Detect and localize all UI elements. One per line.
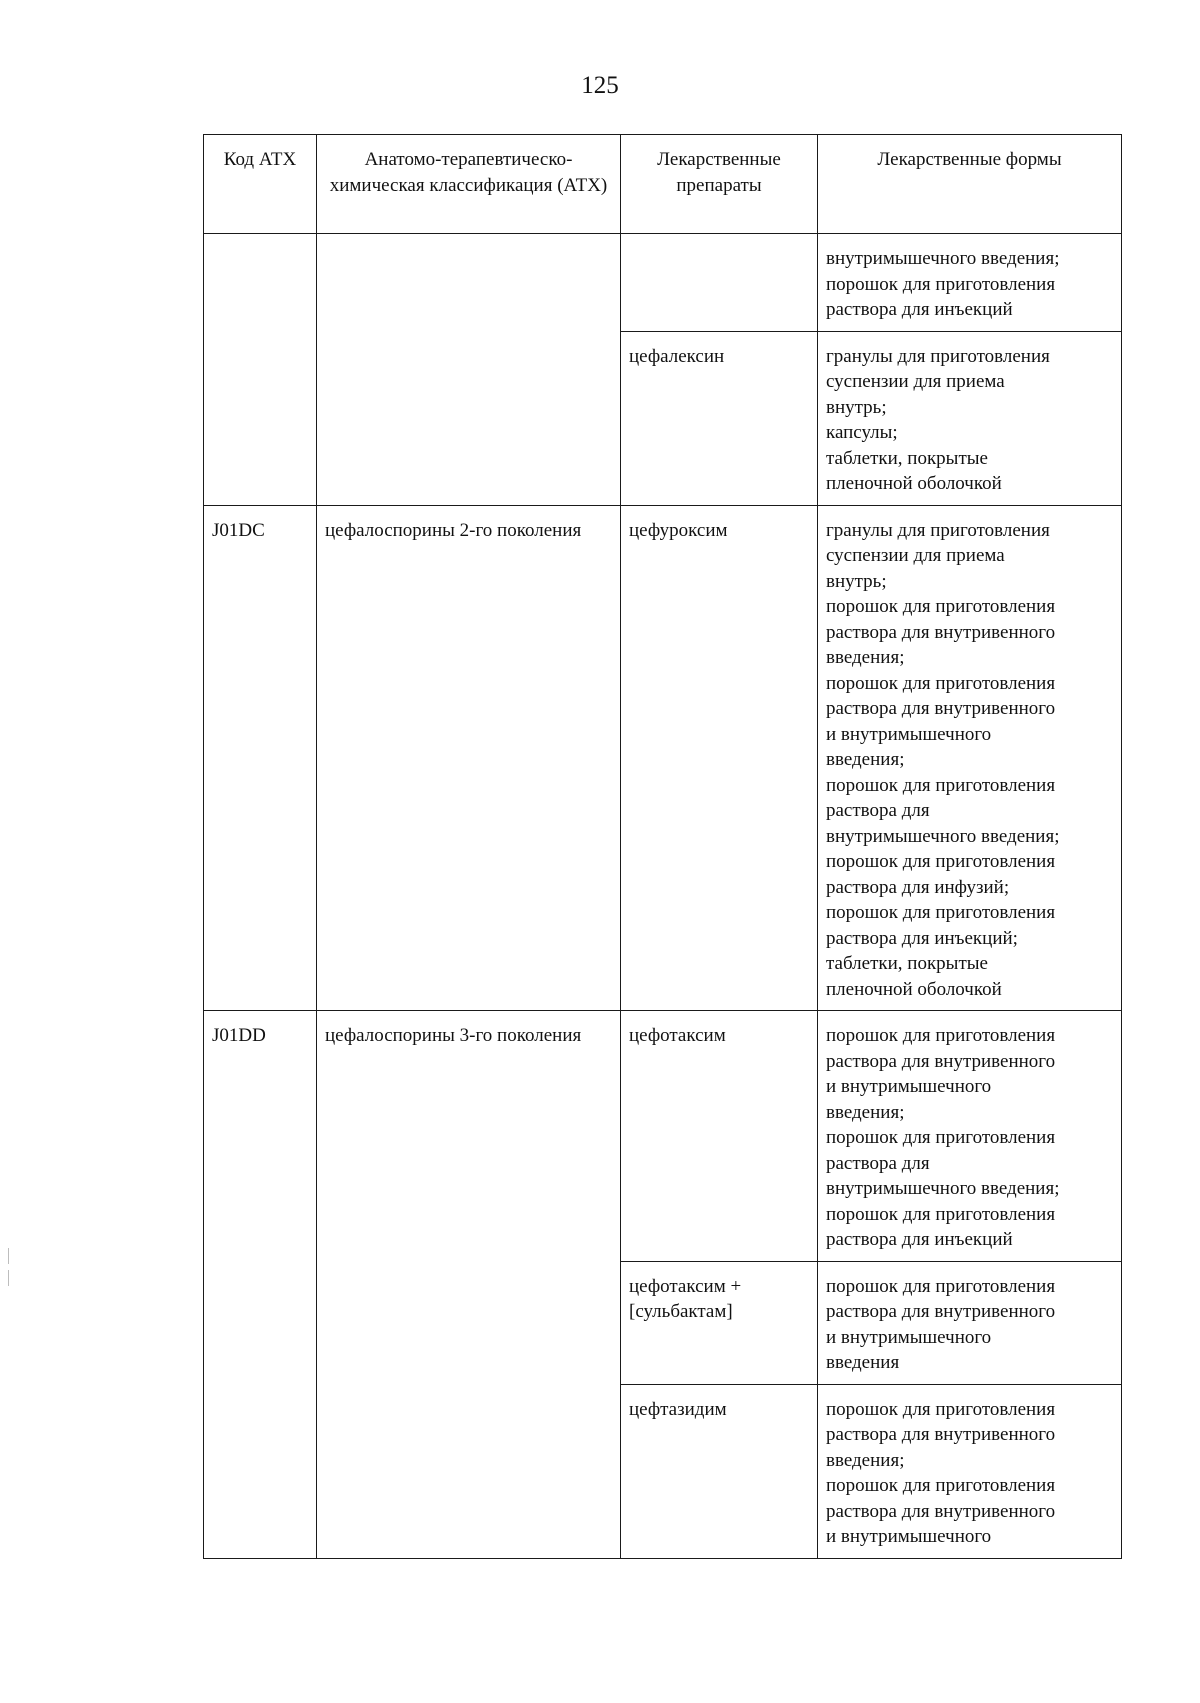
form-line: внутрь; — [826, 570, 887, 592]
form-line: и внутримышечного — [826, 1326, 992, 1348]
form-line: капсулы; — [826, 422, 898, 443]
form-line: внутримышечного введения; — [826, 1178, 1060, 1199]
table-row — [204, 1011, 1122, 1262]
form-line: таблетки, покрытые — [826, 953, 988, 974]
cell-drug: цефалексин — [621, 331, 818, 505]
scan-edge-mark — [8, 1270, 9, 1286]
form-line: порошок для приготовления — [826, 1275, 1056, 1297]
form-line: суспензии для приема — [826, 545, 1005, 566]
form-line: таблетки, покрытые — [826, 447, 988, 469]
header-classification: Анатомо-терапевтическо-химическая классификация (АТХ) — [317, 135, 621, 234]
cell-drug: цефуроксим — [621, 505, 818, 1011]
cell-forms — [818, 1011, 1122, 1262]
cell-drug: цефотаксим — [621, 1011, 818, 1262]
form-line: раствора для — [826, 1152, 930, 1174]
cell-classification — [317, 234, 621, 506]
form-line: суспензии для приема — [826, 371, 1005, 392]
form-line: пленочной оболочкой — [826, 473, 1002, 494]
cell-code — [204, 234, 317, 506]
table-row — [204, 234, 1122, 332]
cell-forms — [818, 331, 1122, 505]
cell-forms — [818, 1261, 1122, 1384]
cell-code: J01DC — [204, 505, 317, 1011]
form-line: порошок для приготовления — [826, 851, 1056, 872]
form-line: порошок для приготовления — [826, 774, 1056, 796]
cell-classification: цефалоспорины 2-го поколения — [317, 505, 621, 1011]
form-line: внутрь; — [826, 396, 887, 418]
scan-edge-mark — [8, 1248, 9, 1264]
form-line: пленочной оболочкой — [826, 978, 1002, 1000]
page-number: 125 — [581, 72, 619, 99]
form-line: порошок для приготовления — [826, 1025, 1056, 1046]
form-line: раствора для внутривенного — [826, 698, 1056, 719]
form-line: раствора для внутривенного — [826, 1424, 1056, 1445]
form-line: порошок для приготовления — [826, 672, 1056, 694]
form-line: внутримышечного введения; — [826, 248, 1060, 269]
form-line: порошок для приготовления — [826, 273, 1056, 295]
cell-classification: цефалоспорины 3-го поколения — [317, 1011, 621, 1559]
form-line: гранулы для приготовления — [826, 519, 1050, 541]
cell-forms — [818, 505, 1122, 1011]
form-line: раствора для инфузий; — [826, 876, 1010, 898]
cell-code: J01DD — [204, 1011, 317, 1559]
form-line: и внутримышечного — [826, 723, 992, 745]
cell-forms — [818, 234, 1122, 332]
header-code: Код АТХ — [204, 135, 317, 234]
table-row — [204, 505, 1122, 1011]
header-forms: Лекарственные формы — [818, 135, 1122, 234]
cell-drug: цефотаксим + [сульбактам] — [621, 1261, 818, 1384]
form-line: порошок для приготовления — [826, 1398, 1056, 1420]
cell-drug — [621, 234, 818, 332]
form-line: раствора для внутривенного — [826, 621, 1056, 643]
cell-forms — [818, 1384, 1122, 1558]
form-line: и внутримышечного — [826, 1526, 992, 1547]
form-line: порошок для приготовления — [826, 1475, 1056, 1496]
form-line: введения — [826, 1352, 900, 1373]
form-line: раствора для внутривенного — [826, 1050, 1056, 1072]
table-header-row — [204, 135, 1122, 234]
cell-drug: цефтазидим — [621, 1384, 818, 1558]
header-drugs: Лекарственные препараты — [621, 135, 818, 234]
atx-drug-table — [203, 134, 1122, 1559]
form-line: порошок для приготовления — [826, 1203, 1056, 1225]
form-line: гранулы для приготовления — [826, 345, 1050, 367]
form-line: порошок для приготовления — [826, 596, 1056, 617]
form-line: раствора для инъекций — [826, 299, 1013, 320]
form-line: раствора для внутривенного — [826, 1500, 1056, 1522]
form-line: введения; — [826, 749, 905, 770]
form-line: раствора для внутривенного — [826, 1301, 1056, 1322]
form-line: внутримышечного введения; — [826, 825, 1060, 847]
form-line: и внутримышечного — [826, 1076, 992, 1097]
form-line: порошок для приготовления — [826, 1127, 1056, 1148]
form-line: введения; — [826, 647, 905, 668]
form-line: введения; — [826, 1101, 905, 1123]
form-line: раствора для инъекций; — [826, 927, 1018, 949]
form-line: раствора для — [826, 800, 930, 821]
form-line: порошок для приготовления — [826, 902, 1056, 923]
form-line: введения; — [826, 1449, 905, 1471]
form-line: раствора для инъекций — [826, 1229, 1013, 1250]
